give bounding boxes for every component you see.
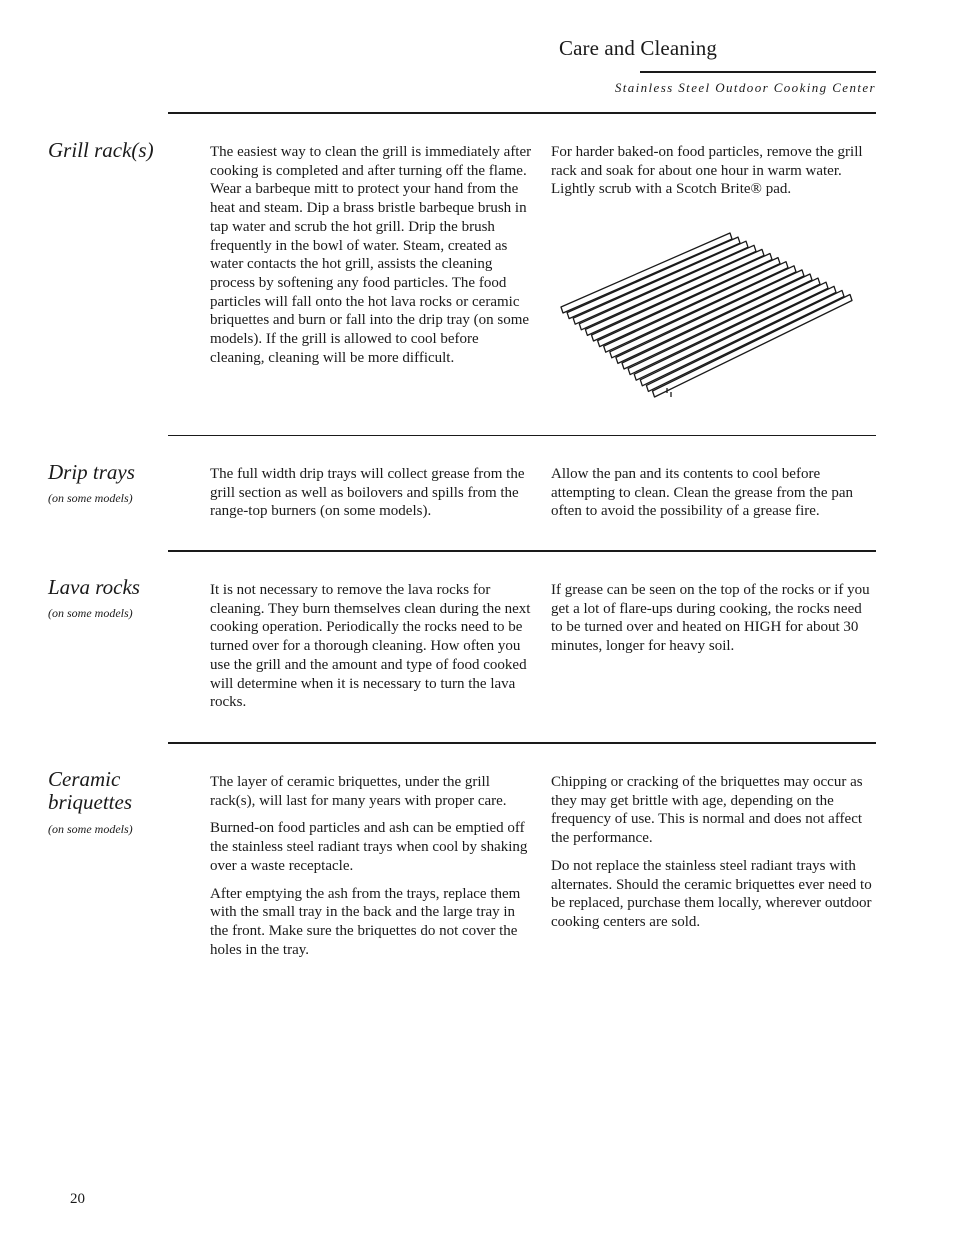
paragraph: It is not necessary to remove the lava rocks for cleaning. They burn themselves clean during the next cooking operation. Periodically the rocks need to be turned over for a thorough cleaning. How often you use the grill and the amount and type of food cooked will determine when it is necessary to turn the lava rocks.: [210, 582, 531, 711]
page-number: 20: [70, 1191, 85, 1207]
paragraph: The layer of ceramic briquettes, under the grill rack(s), will last for many years with proper care.: [210, 774, 507, 809]
paragraph: Allow the pan and its contents to cool before attempting to clean. Clean the grease from the pan often to avoid the possibility of a grease fire.: [551, 466, 853, 520]
grill-racks-right-column: [551, 143, 876, 208]
paragraph: Chipping or cracking of the briquettes may occur as they may get brittle with age, depending on the frequency of use. This is normal and does not affect the performance.: [551, 774, 863, 847]
paragraph: The full width drip trays will collect grease from the grill section as well as boilovers and spills from the range-top burners (on some models).: [210, 466, 525, 520]
section-divider: [168, 112, 876, 114]
paragraph: Burned-on food particles and ash can be emptied off the stainless steel radiant trays when cool by shaking over a waste receptacle.: [210, 820, 528, 874]
section-note: (on some models): [48, 606, 133, 620]
section-divider: [168, 742, 876, 744]
ceramic-briquettes-right-column: [551, 773, 876, 941]
paragraph: Do not replace the stainless steel radiant trays with alternates. Should the ceramic briquettes ever need to be replaced, purchase them locally, wherever outdoor cooking centers are sold.: [551, 857, 872, 930]
grill-racks-left-column: [210, 143, 535, 376]
paragraph: The easiest way to clean the grill is immediately after cooking is completed and after turning off the flame. Wear a barbeque mitt to protect your hand from the heat and steam. Dip a brass bristle barbeque brush in tap water and scrub the hot grill. Drip the brush frequently in the bowl of water. Steam, created as water contacts the hot grill, assists the cleaning process by softening any food particles. The food particles will fall onto the hot lava rocks or ceramic briquettes and burn or fall into the drip tray (on some models). If the grill is allowed to cool before cleaning, cleaning will be more difficult.: [210, 144, 532, 366]
section-divider: [168, 435, 876, 436]
section-divider: [168, 550, 876, 552]
paragraph: After emptying the ash from the trays, replace them with the small tray in the back and the large tray in the front. Make sure the briquettes do not cover the holes in the tray.: [210, 885, 521, 958]
section-note: (on some models): [48, 491, 133, 505]
section-note: (on some models): [48, 822, 133, 836]
section-title-ceramic-briquettes: Ceramic briquettes: [48, 767, 132, 814]
lava-rocks-left-column: [210, 581, 535, 721]
grill-rack-illustration: [555, 225, 875, 400]
paragraph: For harder baked-on food particles, remove the grill rack and soak for about one hour in warm water. Lightly scrub with a Scotch Brite® pad.: [551, 144, 863, 198]
drip-trays-left-column: [210, 465, 535, 530]
page-title: Care and Cleaning: [559, 36, 717, 60]
page-subtitle: Stainless Steel Outdoor Cooking Center: [614, 80, 876, 95]
drip-trays-right-column: [551, 465, 876, 530]
section-title-drip-trays: Drip trays: [48, 460, 135, 484]
lava-rocks-right-column: [551, 581, 876, 665]
section-title-lava-rocks: Lava rocks: [48, 575, 140, 599]
paragraph: If grease can be seen on the top of the rocks or if you get a lot of flare-ups during cooking, the rocks need to be turned over and heated on HIGH for about 30 minutes, longer for heavy soil.: [551, 582, 870, 655]
ceramic-briquettes-left-column: [210, 773, 535, 968]
section-title-grill-racks: Grill rack(s): [48, 138, 154, 162]
header-rule: [640, 71, 876, 73]
